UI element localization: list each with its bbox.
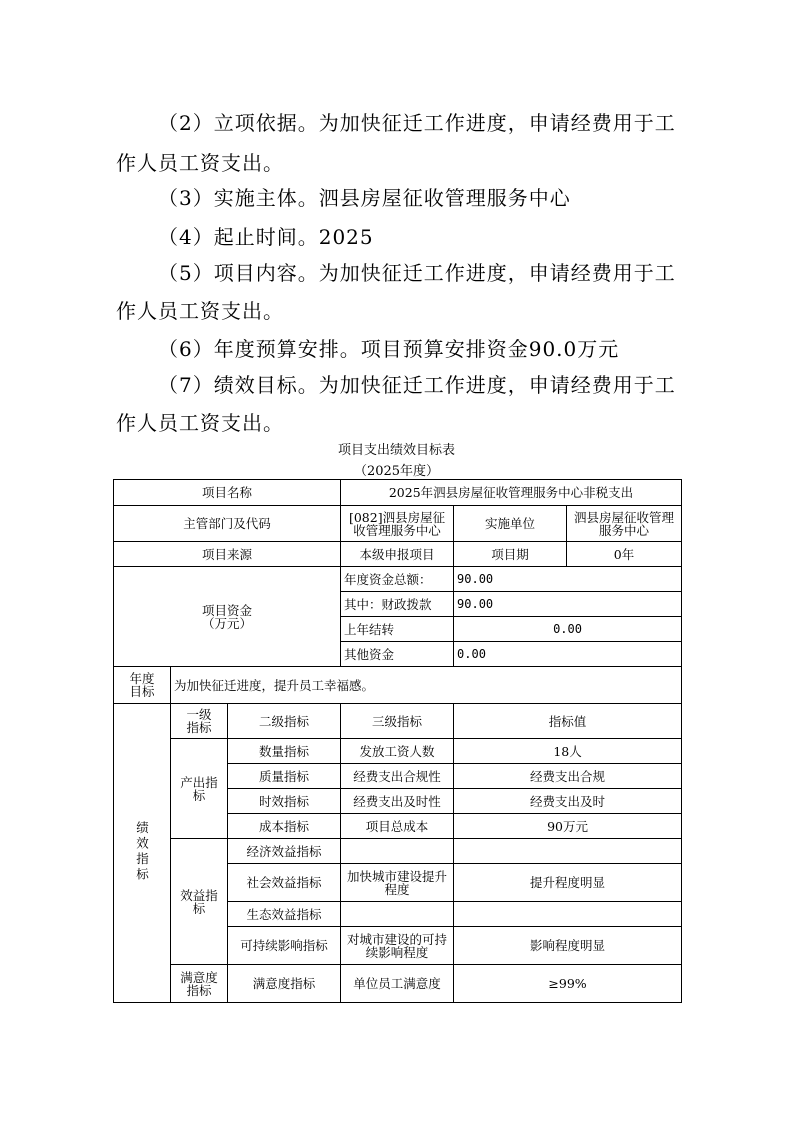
header-value: 指标值 [454,704,682,739]
satisfaction-label [171,965,228,1003]
output-label [171,739,228,839]
perf-label [114,704,171,1003]
benefit-value: 提升程度明显 [454,864,682,902]
paragraph-goal: （7）绩效目标。为加快征迁工作进度，申请经费用于工 [158,373,676,397]
funds-other-label: 其他资金 [341,642,454,667]
benefit-label [171,839,228,965]
funds-carry-label: 上年结转 [341,617,454,642]
table-row [114,667,682,704]
benefit-value: 影响程度明显 [454,927,682,965]
table-year: （2025年度） [353,464,440,479]
output-value: 经费支出合规 [454,764,682,789]
table-row [114,965,682,1003]
benefit-l3-line2: 续影响程度 [365,944,429,960]
benefit-l3-line2: 程度 [384,881,410,897]
table-row [114,506,682,542]
table-row [114,542,682,567]
benefit-l3-line1: 加快城市建设提升 [347,868,448,884]
funds-total-label: 年度资金总额： [341,567,454,592]
funds-carry: 0.00 [454,617,682,642]
output-l3: 经费支出及时性 [341,789,454,814]
project-name: 2025年泗县房屋征收管理服务中心非税支出 [341,480,682,506]
performance-table [113,479,682,1003]
paragraph-basis-cont: 作人员工资支出。 [116,151,284,175]
table-row [114,739,682,764]
table-row [114,480,682,506]
benefit-l3 [341,839,454,864]
header-level3: 三级指标 [341,704,454,739]
paragraph-goal-cont: 作人员工资支出。 [116,411,284,435]
output-label-line2: 标 [192,787,206,803]
table-row [114,567,682,592]
benefit-l3 [341,864,454,902]
satisfaction-l3: 单位员工满意度 [341,965,454,1003]
output-value: 18人 [454,739,682,764]
funds-fiscal: 90.00 [454,592,682,617]
output-l2: 成本指标 [228,814,341,839]
impl-value: 泗县房屋征收管理服务中心 [567,506,682,542]
satisfaction-label-line2: 指标 [186,982,212,998]
funds-fiscal-label: 其中：财政拨款 [341,592,454,617]
paragraph-entity: （3）实施主体。泗县房屋征收管理服务中心 [158,186,571,210]
output-l2: 时效指标 [228,789,341,814]
perf-label-text: 绩效指标 [134,821,150,883]
benefit-l3-line1: 对城市建设的可持 [347,931,448,947]
satisfaction-label-line1: 满意度 [180,969,218,985]
funds-other: 0.00 [454,642,682,667]
benefit-label-line1: 效益指 [180,887,218,903]
header-level1 [171,704,228,739]
satisfaction-l2: 满意度指标 [228,965,341,1003]
funds-total: 90.00 [454,567,682,592]
annual-goal-label-line2: 目标 [129,684,155,699]
benefit-l2: 经济效益指标 [228,839,341,864]
benefit-value [454,902,682,927]
paragraph-content-cont: 作人员工资支出。 [116,299,284,323]
annual-goal-label-line1: 年度 [129,671,155,686]
paragraph-content: （5）项目内容。为加快征迁工作进度，申请经费用于工 [158,261,676,285]
output-l2: 数量指标 [228,739,341,764]
benefit-value [454,839,682,864]
table-row [114,704,682,739]
paragraph-budget: （6）年度预算安排。项目预算安排资金90.0万元 [158,337,620,361]
header-level1-line1: 一级 [186,707,212,722]
benefit-l2: 生态效益指标 [228,902,341,927]
output-l3: 发放工资人数 [341,739,454,764]
source-label: 项目来源 [114,542,341,567]
funds-label-line2: （万元） [202,615,253,631]
dept-value: [082]泗县房屋征收管理服务中心 [341,506,454,542]
output-label-line1: 产出指 [180,774,218,790]
output-value: 经费支出及时 [454,789,682,814]
benefit-l2: 社会效益指标 [228,864,341,902]
header-level1-line2: 指标 [186,720,212,735]
period-value: 0年 [567,542,682,567]
annual-goal: 为加快征迁进度，提升员工幸福感。 [171,667,682,704]
funds-label [114,567,341,667]
benefit-l3 [341,902,454,927]
benefit-label-line2: 标 [192,900,206,916]
paragraph-basis: （2）立项依据。为加快征迁工作进度，申请经费用于工 [158,111,676,135]
period-label: 项目期 [454,542,567,567]
output-value: 90万元 [454,814,682,839]
output-l3: 项目总成本 [341,814,454,839]
output-l3: 经费支出合规性 [341,764,454,789]
dept-label: 主管部门及代码 [114,506,341,542]
source-value: 本级申报项目 [341,542,454,567]
annual-goal-label [114,667,171,704]
benefit-l2: 可持续影响指标 [228,927,341,965]
table-row [114,839,682,864]
header-level2: 二级指标 [228,704,341,739]
table-title: 项目支出绩效目标表 [337,443,455,458]
impl-label: 实施单位 [454,506,567,542]
funds-label-line1: 项目资金 [202,602,253,618]
benefit-l3 [341,927,454,965]
output-l2: 质量指标 [228,764,341,789]
paragraph-period: （4）起止时间。2025 [158,225,374,249]
project-name-label: 项目名称 [114,480,341,506]
satisfaction-value: ≥99% [454,965,682,1003]
